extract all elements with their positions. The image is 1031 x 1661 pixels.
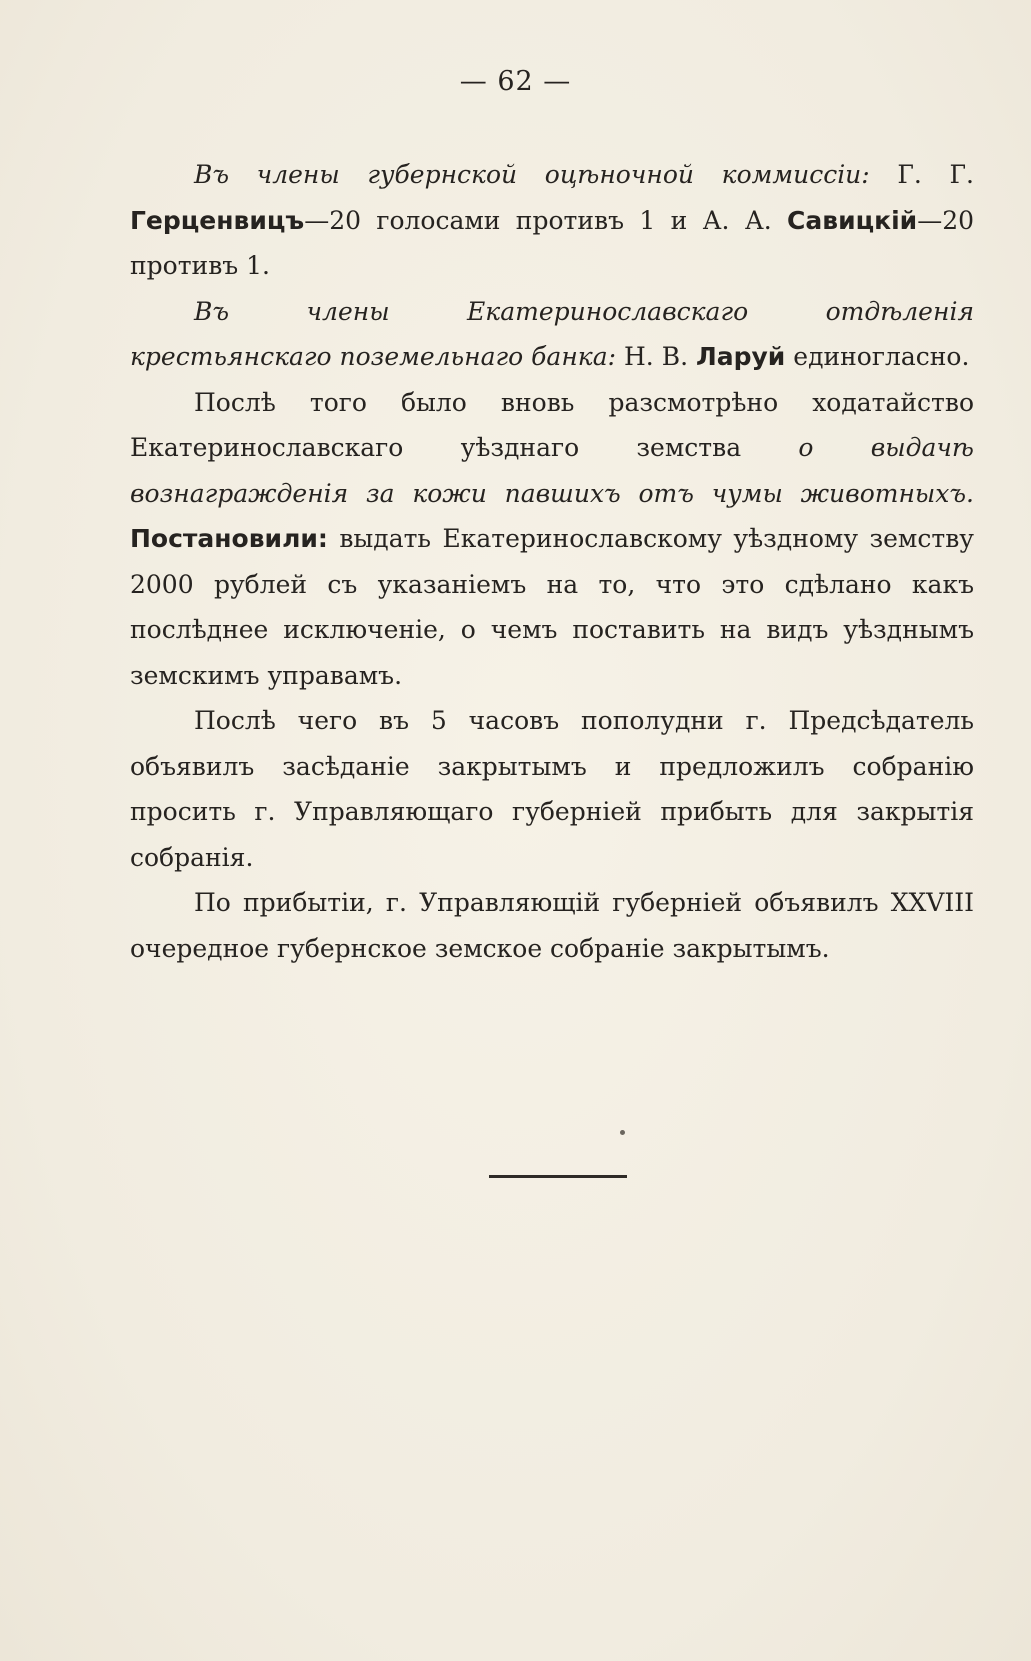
person-name: Ларуй	[695, 342, 786, 371]
body-text	[130, 152, 974, 971]
paragraph-session-closed	[130, 698, 974, 880]
text-run: Въ члены губернской оцѣночной коммиссіи:	[194, 160, 870, 189]
text-run: Въ члены Екатеринославскаго отдѣленія крестьянскаго поземельнаго банка:	[130, 296, 974, 371]
resolution-label: Постановили:	[130, 524, 328, 553]
person-name: Герценвицъ	[130, 205, 305, 235]
text-run: Г. Г.	[869, 160, 974, 189]
text-run: —20 противъ 1.	[130, 205, 974, 280]
text-run: Н. В.	[616, 342, 696, 371]
person-name: Савицкій	[787, 205, 918, 235]
text-run: Послѣ того было вновь разсмотрѣно ходатайство Екатеринославскаго уѣзднаго земства	[130, 387, 974, 462]
text-run: выдать Екатеринославскому уѣздному земству 2000 рублей съ указаніемъ на то, что это сдѣлано какъ послѣднее исключеніе, о чемъ поставить на видъ уѣзднымъ земскимъ управамъ.	[130, 524, 974, 690]
text-run: о выдачѣ вознагражденія за кожи павшихъ отъ чумы животныхъ.	[130, 433, 974, 508]
ink-speck	[620, 1130, 625, 1135]
paragraph-petition	[130, 380, 974, 699]
end-rule	[489, 1175, 627, 1178]
paragraph-assembly-closed	[130, 880, 974, 971]
text-run: По прибытіи, г. Управляющій губерніей объявилъ XXVIII очередное губернское земское собраніе закрытымъ.	[130, 888, 974, 963]
paragraph-bank-members	[130, 289, 974, 380]
text-run: —20 голосами противъ 1 и А. А.	[304, 205, 788, 235]
page-number: — 62 —	[459, 66, 572, 97]
text-run: Послѣ чего въ 5 часовъ пополудни г. Предсѣдатель объявилъ засѣданіе закрытымъ и предложилъ собранію просить г. Управляющаго губерніей прибыть для закрытія собранія.	[130, 706, 974, 872]
text-run: единогласно.	[785, 342, 970, 371]
paragraph-commission-members	[130, 152, 974, 289]
